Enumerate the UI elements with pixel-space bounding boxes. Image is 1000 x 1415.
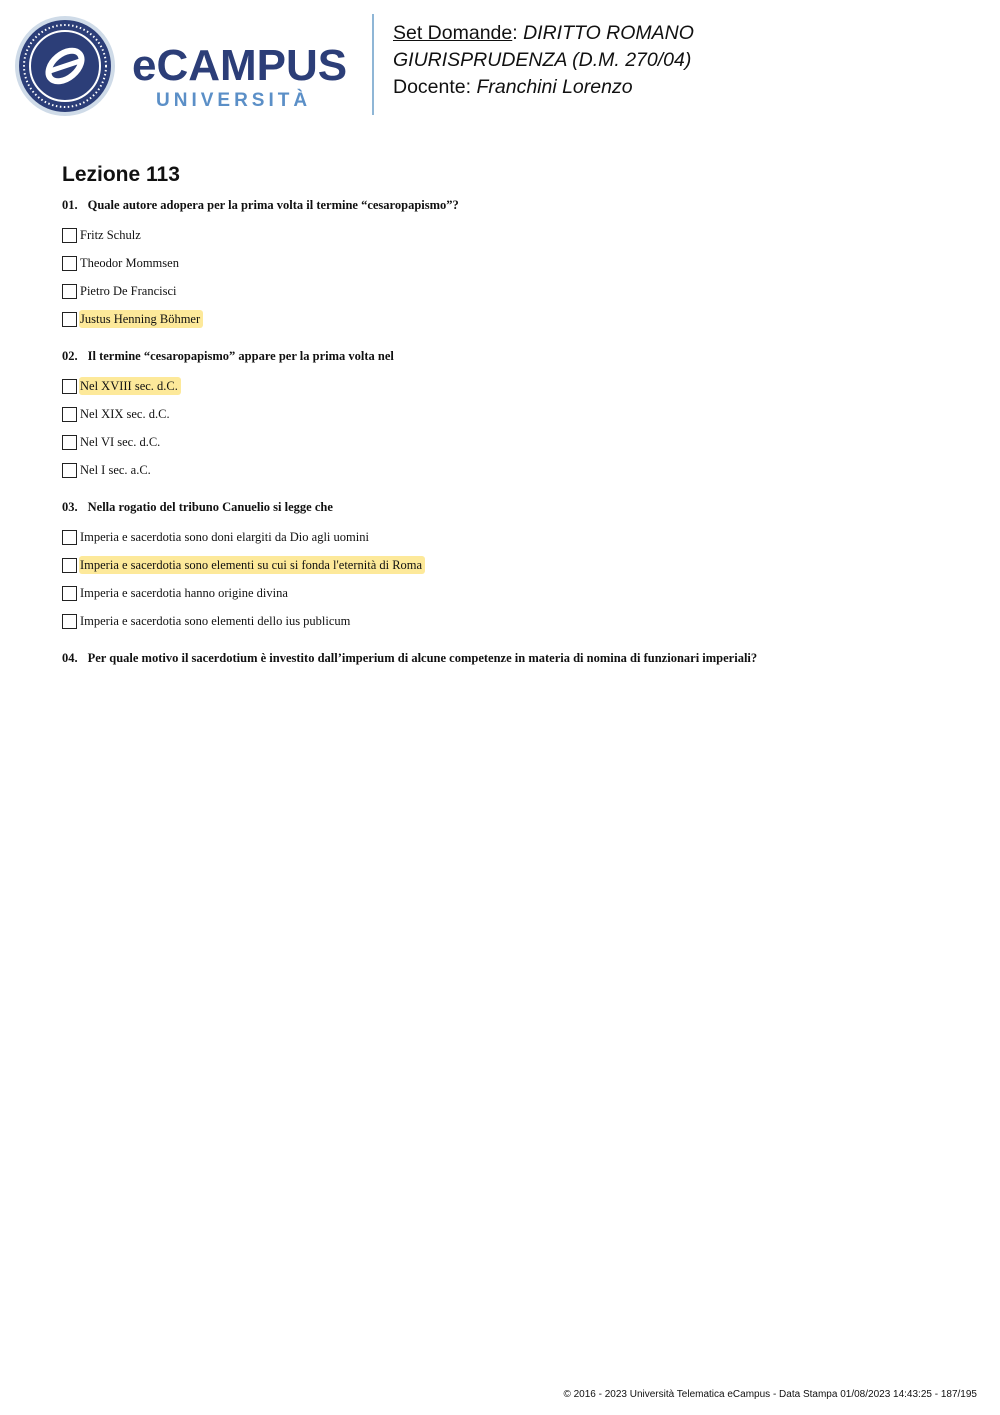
question-label: Nella rogatio del tribuno Canuelio si legge che xyxy=(87,500,333,514)
answer-checkbox[interactable] xyxy=(62,614,77,629)
answer-option[interactable] xyxy=(62,249,962,277)
question-text xyxy=(62,346,962,366)
ecampus-seal-logo xyxy=(14,15,116,117)
page-header xyxy=(0,0,1000,120)
answer-option[interactable] xyxy=(62,523,962,551)
teacher-label: Docente: xyxy=(393,76,477,98)
answer-list xyxy=(62,523,962,635)
answer-label: Theodor Mommsen xyxy=(80,256,179,270)
answer-checkbox[interactable] xyxy=(62,407,77,422)
answer-label: Nel I sec. a.C. xyxy=(80,463,151,477)
answer-option[interactable] xyxy=(62,305,962,333)
course-name: DIRITTO ROMANO xyxy=(523,22,694,44)
answer-checkbox[interactable] xyxy=(62,284,77,299)
answer-label: Pietro De Francisci xyxy=(80,284,177,298)
question-number: 02. xyxy=(62,349,78,363)
answer-checkbox[interactable] xyxy=(62,256,77,271)
question-text xyxy=(62,195,962,215)
answer-option[interactable] xyxy=(62,456,962,484)
answer-checkbox[interactable] xyxy=(62,435,77,450)
question-block xyxy=(62,195,962,333)
question-block xyxy=(62,648,962,668)
answer-option[interactable] xyxy=(62,400,962,428)
question-text xyxy=(62,648,962,668)
question-number: 01. xyxy=(62,198,78,212)
course-info xyxy=(393,20,694,101)
answer-label-highlighted: Nel XVIII sec. d.C. xyxy=(79,377,181,395)
answer-checkbox[interactable] xyxy=(62,586,77,601)
answer-label: Fritz Schulz xyxy=(80,228,141,242)
ecampus-wordmark-logo xyxy=(130,40,360,112)
answer-checkbox[interactable] xyxy=(62,379,77,394)
page-footer: © 2016 - 2023 Università Telematica eCampus - Data Stampa 01/08/2023 14:43:25 - 187/195 xyxy=(563,1389,977,1400)
question-number: 04. xyxy=(62,651,78,665)
answer-checkbox[interactable] xyxy=(62,530,77,545)
answer-option[interactable] xyxy=(62,428,962,456)
answer-option[interactable] xyxy=(62,277,962,305)
svg-text:eCAMPUS: eCAMPUS xyxy=(132,41,348,90)
question-label: Quale autore adopera per la prima volta il termine “cesaropapismo”? xyxy=(87,198,459,212)
degree-name: GIURISPRUDENZA (D.M. 270/04) xyxy=(393,49,692,71)
set-separator: : xyxy=(512,22,524,44)
answer-option[interactable] xyxy=(62,372,962,400)
lesson-title: Lezione 113 xyxy=(62,163,180,186)
question-label: Il termine “cesaropapismo” appare per la prima volta nel xyxy=(87,349,394,363)
course-line xyxy=(393,20,694,47)
set-label: Set Domande xyxy=(393,22,513,44)
answer-checkbox[interactable] xyxy=(62,228,77,243)
answer-label: Imperia e sacerdotia sono elementi dello ius publicum xyxy=(80,614,351,628)
answer-option[interactable] xyxy=(62,551,962,579)
question-block xyxy=(62,497,962,635)
question-label: Per quale motivo il sacerdotium è investito dall’imperium di alcune competenze in materia di nomina di funzionari imperiali? xyxy=(87,651,758,665)
answer-checkbox[interactable] xyxy=(62,558,77,573)
question-number: 03. xyxy=(62,500,78,514)
question-list xyxy=(62,195,962,681)
question-text xyxy=(62,497,962,517)
teacher-line xyxy=(393,74,694,101)
svg-text:UNIVERSITÀ: UNIVERSITÀ xyxy=(156,90,312,111)
answer-list xyxy=(62,372,962,484)
answer-label: Imperia e sacerdotia sono doni elargiti da Dio agli uomini xyxy=(80,530,369,544)
answer-label: Nel VI sec. d.C. xyxy=(80,435,161,449)
answer-option[interactable] xyxy=(62,221,962,249)
answer-checkbox[interactable] xyxy=(62,463,77,478)
answer-checkbox[interactable] xyxy=(62,312,77,327)
teacher-name: Franchini Lorenzo xyxy=(476,76,633,98)
answer-option[interactable] xyxy=(62,607,962,635)
answer-label-highlighted: Justus Henning Böhmer xyxy=(79,310,203,328)
header-divider xyxy=(372,14,374,115)
question-block xyxy=(62,346,962,484)
answer-label: Imperia e sacerdotia hanno origine divina xyxy=(80,586,288,600)
answer-option[interactable] xyxy=(62,579,962,607)
answer-label-highlighted: Imperia e sacerdotia sono elementi su cui si fonda l'eternità di Roma xyxy=(79,556,425,574)
answer-label: Nel XIX sec. d.C. xyxy=(80,407,170,421)
answer-list xyxy=(62,221,962,333)
